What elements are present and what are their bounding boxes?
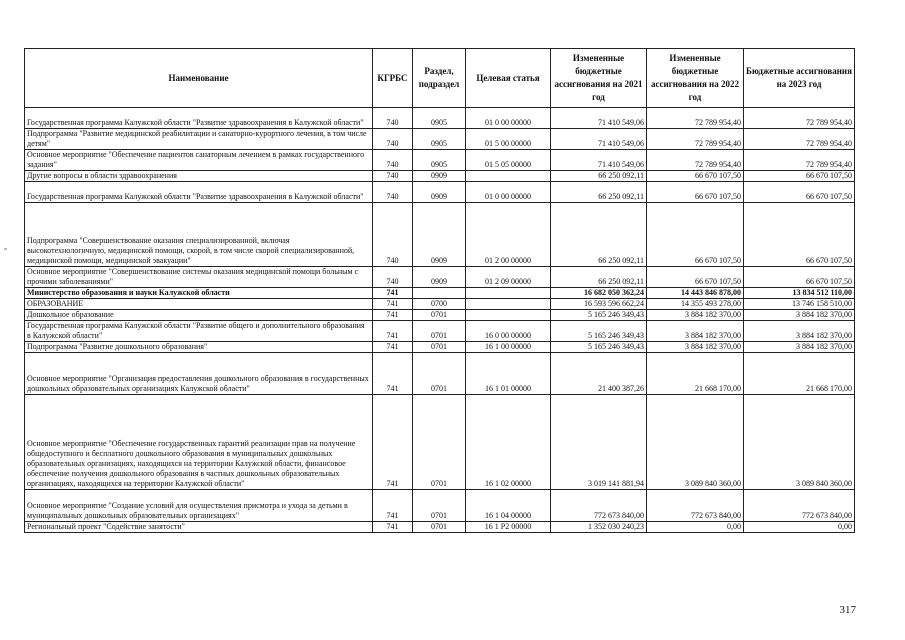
cell-y2021: 66 250 092,11 xyxy=(551,171,647,182)
cell-y2023: 66 670 107,50 xyxy=(744,182,855,203)
header-target: Целевая статья xyxy=(466,49,551,108)
header-2022: Измененные бюджетные ассигнования на 2022 год xyxy=(647,49,744,108)
cell-name: Подпрограмма "Развитие дошкольного образования" xyxy=(25,342,373,353)
cell-name: Основное мероприятие "Обеспечение государственных гарантий реализации прав на получение общедоступного и бесплатного дошкольного образования в муниципальных дошкольных образовательных организациях, находящихся на территории Калужской области, финансовое обеспечение получения дошкольного образования в частных дошкольных образовательных организациях, находящихся на территории Калужской области" xyxy=(25,395,373,490)
cell-target: 01 0 00 00000 xyxy=(466,108,551,129)
cell-name: Министерство образования и науки Калужской области xyxy=(25,288,373,299)
cell-section: 0909 xyxy=(413,182,466,203)
cell-target: 01 2 09 00000 xyxy=(466,267,551,288)
cell-target: 01 5 00 00000 xyxy=(466,129,551,150)
cell-y2021: 16 682 050 362,24 xyxy=(551,288,647,299)
header-section: Раздел, подраздел xyxy=(413,49,466,108)
cell-y2023: 3 089 840 360,00 xyxy=(744,395,855,490)
cell-target xyxy=(466,310,551,321)
cell-target: 16 0 00 00000 xyxy=(466,321,551,342)
table-row xyxy=(25,310,855,321)
cell-target: 01 5 05 00000 xyxy=(466,150,551,171)
cell-target: 16 1 00 00000 xyxy=(466,342,551,353)
cell-y2021: 3 019 141 881,94 xyxy=(551,395,647,490)
cell-y2023: 13 746 158 510,00 xyxy=(744,299,855,310)
cell-y2022: 3 884 182 370,00 xyxy=(647,321,744,342)
table-row xyxy=(25,171,855,182)
cell-y2022: 72 789 954,40 xyxy=(647,150,744,171)
table-row xyxy=(25,342,855,353)
cell-y2022: 3 884 182 370,00 xyxy=(647,342,744,353)
table-row xyxy=(25,522,855,533)
cell-y2022: 66 670 107,50 xyxy=(647,267,744,288)
cell-target xyxy=(466,171,551,182)
cell-name: Подпрограмма "Совершенствование оказания специализированной, включая высокотехнологичную, медицинской помощи, скорой, в том числе скорой специализированной, медицинской помощи, медицинской эвакуации" xyxy=(25,203,373,267)
cell-kgrbs: 741 xyxy=(373,321,413,342)
cell-target xyxy=(466,288,551,299)
cell-target: 16 1 P2 00000 xyxy=(466,522,551,533)
cell-section: 0701 xyxy=(413,321,466,342)
cell-y2023: 66 670 107,50 xyxy=(744,203,855,267)
cell-y2021: 5 165 246 349,43 xyxy=(551,342,647,353)
cell-kgrbs: 740 xyxy=(373,150,413,171)
cell-kgrbs: 741 xyxy=(373,288,413,299)
cell-kgrbs: 740 xyxy=(373,171,413,182)
cell-y2023: 3 884 182 370,00 xyxy=(744,310,855,321)
cell-name: Основное мероприятие "Совершенствование системы оказания медицинской помощи больным с прочими заболеваниями" xyxy=(25,267,373,288)
cell-y2022: 72 789 954,40 xyxy=(647,129,744,150)
cell-section xyxy=(413,288,466,299)
cell-name: Основное мероприятие "Создание условий для осуществления присмотра и ухода за детьми в муниципальных дошкольных образовательных организациях" xyxy=(25,490,373,522)
cell-kgrbs: 741 xyxy=(373,522,413,533)
cell-target: 16 1 04 00000 xyxy=(466,490,551,522)
table-row xyxy=(25,321,855,342)
cell-y2022: 72 789 954,40 xyxy=(647,108,744,129)
cell-section: 0905 xyxy=(413,108,466,129)
cell-y2022: 66 670 107,50 xyxy=(647,203,744,267)
cell-kgrbs: 741 xyxy=(373,490,413,522)
cell-kgrbs: 741 xyxy=(373,395,413,490)
page-number: 317 xyxy=(839,604,856,616)
cell-y2022: 14 355 493 278,00 xyxy=(647,299,744,310)
cell-y2023: 72 789 954,40 xyxy=(744,129,855,150)
cell-name: Основное мероприятие "Организация предоставления дошкольного образования в государственных дошкольных образовательных организациях Калужской области" xyxy=(25,353,373,395)
cell-y2021: 21 400 387,26 xyxy=(551,353,647,395)
cell-section: 0905 xyxy=(413,150,466,171)
table-row xyxy=(25,203,855,267)
cell-y2022: 3 884 182 370,00 xyxy=(647,310,744,321)
cell-y2021: 71 410 549,06 xyxy=(551,150,647,171)
cell-section: 0701 xyxy=(413,310,466,321)
cell-y2021: 66 250 092,11 xyxy=(551,203,647,267)
cell-y2023: 3 884 182 370,00 xyxy=(744,342,855,353)
cell-target: 16 1 02 00000 xyxy=(466,395,551,490)
cell-y2022: 3 089 840 360,00 xyxy=(647,395,744,490)
cell-name: Основное мероприятие "Обеспечение пациентов санаторным лечением в рамках государственного задания" xyxy=(25,150,373,171)
cell-y2022: 66 670 107,50 xyxy=(647,171,744,182)
cell-y2022: 21 668 170,00 xyxy=(647,353,744,395)
cell-section: 0909 xyxy=(413,203,466,267)
cell-y2021: 16 593 596 662,24 xyxy=(551,299,647,310)
cell-section: 0701 xyxy=(413,395,466,490)
scan-mark xyxy=(4,248,7,250)
cell-section: 0701 xyxy=(413,342,466,353)
cell-name: Государственная программа Калужской области "Развитие здравоохранения в Калужской области" xyxy=(25,108,373,129)
cell-name: Государственная программа Калужской области "Развитие общего и дополнительного образования в Калужской области" xyxy=(25,321,373,342)
cell-name: Дошкольное образование xyxy=(25,310,373,321)
cell-target: 01 2 00 00000 xyxy=(466,203,551,267)
cell-name: Региональный проект "Содействие занятости" xyxy=(25,522,373,533)
cell-section: 0909 xyxy=(413,171,466,182)
cell-y2023: 72 789 954,40 xyxy=(744,150,855,171)
budget-table xyxy=(24,48,855,533)
table-row xyxy=(25,490,855,522)
header-2023: Бюджетные ассигнования на 2023 год xyxy=(744,49,855,108)
cell-section: 0701 xyxy=(413,522,466,533)
cell-y2022: 772 673 840,00 xyxy=(647,490,744,522)
cell-kgrbs: 740 xyxy=(373,267,413,288)
cell-target xyxy=(466,299,551,310)
cell-kgrbs: 741 xyxy=(373,299,413,310)
cell-target: 01 0 00 00000 xyxy=(466,182,551,203)
cell-y2023: 13 834 512 110,00 xyxy=(744,288,855,299)
cell-y2021: 772 673 840,00 xyxy=(551,490,647,522)
cell-kgrbs: 741 xyxy=(373,353,413,395)
cell-y2021: 66 250 092,11 xyxy=(551,267,647,288)
cell-y2023: 72 789 954,40 xyxy=(744,108,855,129)
cell-kgrbs: 740 xyxy=(373,108,413,129)
cell-kgrbs: 740 xyxy=(373,203,413,267)
table-row xyxy=(25,353,855,395)
cell-section: 0909 xyxy=(413,267,466,288)
cell-y2021: 1 352 030 240,23 xyxy=(551,522,647,533)
table-row xyxy=(25,129,855,150)
cell-section: 0905 xyxy=(413,129,466,150)
cell-y2022: 66 670 107,50 xyxy=(647,182,744,203)
table-row xyxy=(25,395,855,490)
table-header-row xyxy=(25,49,855,108)
cell-name: ОБРАЗОВАНИЕ xyxy=(25,299,373,310)
table-row xyxy=(25,108,855,129)
cell-kgrbs: 741 xyxy=(373,342,413,353)
cell-y2021: 5 165 246 349,43 xyxy=(551,321,647,342)
cell-y2023: 66 670 107,50 xyxy=(744,171,855,182)
table-row xyxy=(25,182,855,203)
table-body xyxy=(25,108,855,533)
cell-y2022: 14 443 846 878,00 xyxy=(647,288,744,299)
cell-kgrbs: 740 xyxy=(373,182,413,203)
header-kgrbs: КГРБС xyxy=(373,49,413,108)
cell-y2021: 71 410 549,06 xyxy=(551,129,647,150)
cell-name: Подпрограмма "Развитие медицинской реабилитации и санаторно-курортного лечения, в том числе детям" xyxy=(25,129,373,150)
table-row xyxy=(25,288,855,299)
table-row xyxy=(25,299,855,310)
cell-y2021: 71 410 549,06 xyxy=(551,108,647,129)
cell-name: Другие вопросы в области здравоохранения xyxy=(25,171,373,182)
header-2021: Измененные бюджетные ассигнования на 2021 год xyxy=(551,49,647,108)
cell-y2023: 66 670 107,50 xyxy=(744,267,855,288)
cell-y2023: 21 668 170,00 xyxy=(744,353,855,395)
cell-y2023: 772 673 840,00 xyxy=(744,490,855,522)
cell-section: 0701 xyxy=(413,353,466,395)
cell-name: Государственная программа Калужской области "Развитие здравоохранения в Калужской области" xyxy=(25,182,373,203)
cell-kgrbs: 741 xyxy=(373,310,413,321)
cell-y2023: 0,00 xyxy=(744,522,855,533)
cell-section: 0700 xyxy=(413,299,466,310)
cell-kgrbs: 740 xyxy=(373,129,413,150)
cell-y2021: 66 250 092,11 xyxy=(551,182,647,203)
cell-y2021: 5 165 246 349,43 xyxy=(551,310,647,321)
cell-target: 16 1 01 00000 xyxy=(466,353,551,395)
table-row xyxy=(25,150,855,171)
table-row xyxy=(25,267,855,288)
header-name: Наименование xyxy=(25,49,373,108)
cell-section: 0701 xyxy=(413,490,466,522)
cell-y2023: 3 884 182 370,00 xyxy=(744,321,855,342)
cell-y2022: 0,00 xyxy=(647,522,744,533)
